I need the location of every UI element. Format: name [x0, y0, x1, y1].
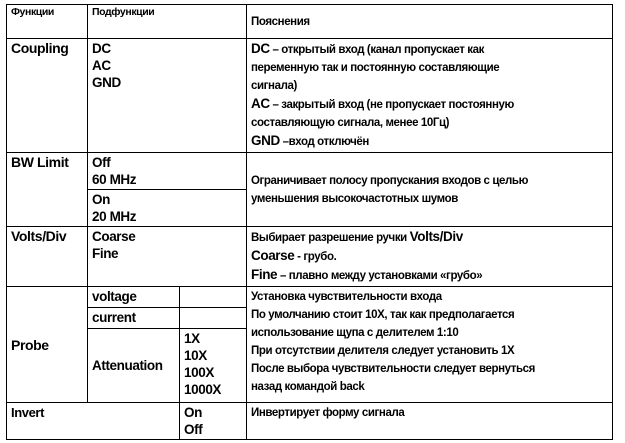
probe-current: current: [88, 308, 180, 329]
explain-text: сигнала): [251, 80, 297, 92]
probe-voltage-empty: [180, 287, 247, 308]
voltsdiv-explanation: Выбирает разрешение ручки Volts/Div Coarse - грубо. Fine – плавно между установками «грубо»: [247, 227, 613, 287]
invert-explanation: Инвертирует форму сигнала: [247, 403, 613, 440]
coupling-explanation: [247, 39, 613, 153]
coupling-name: Coupling: [7, 39, 88, 153]
probe-name: Probe: [7, 287, 88, 403]
explain-key: DC: [251, 41, 270, 56]
header-explanations: Пояснения: [247, 5, 613, 39]
bwlimit-on: On 20 MHz: [88, 190, 247, 227]
explain-text: – открытый вход (канал пропускает как: [269, 44, 484, 56]
invert-name: Invert: [7, 403, 180, 440]
row-voltsdiv: [7, 227, 613, 287]
probe-attenuation-values: 1X 10X 100X 1000X: [180, 329, 247, 403]
header-row: [7, 5, 613, 39]
probe-current-empty: [180, 308, 247, 329]
coupling-option: GND: [92, 75, 121, 90]
explain-text: –вход отключён: [279, 136, 369, 148]
bwlimit-name: BW Limit: [7, 153, 88, 227]
invert-options: On Off: [180, 403, 247, 440]
voltsdiv-options: Coarse Fine: [88, 227, 247, 287]
header-subfunctions: Подфункции: [88, 5, 247, 39]
bwlimit-explanation: Ограничивает полосу пропускания входов с целью уменьшения высокочастотных шумов: [247, 153, 613, 227]
explain-text: – закрытый вход (не пропускает постоянную: [269, 99, 514, 111]
probe-explanation: Установка чувствительности входа По умолчанию стоит 10X, так как предполагается использование щупа с делителем 1:10 При отсутствии делителя следует установить 1X После выбора чувствительности следует вернуться назад командой back: [247, 287, 613, 403]
coupling-option: AC: [92, 58, 111, 73]
explain-text: составляющую сигнала, менее 10Гц): [251, 117, 450, 129]
row-invert: [7, 403, 613, 440]
header-functions: Функции: [7, 5, 88, 39]
row-probe-voltage: [7, 287, 613, 308]
explain-text: переменную так и постоянную составляющие: [251, 62, 500, 74]
row-bwlimit-off: [7, 153, 613, 190]
explain-key: GND: [251, 133, 280, 148]
coupling-option: DC: [92, 41, 111, 56]
probe-voltage: voltage: [88, 287, 180, 308]
bwlimit-off: Off 60 MHz: [88, 153, 247, 190]
oscilloscope-functions-table: [6, 4, 613, 440]
probe-attenuation: Attenuation: [88, 329, 180, 403]
coupling-options: [88, 39, 247, 153]
voltsdiv-name: Volts/Div: [7, 227, 88, 287]
row-coupling: [7, 39, 613, 153]
explain-key: AC: [251, 96, 270, 111]
